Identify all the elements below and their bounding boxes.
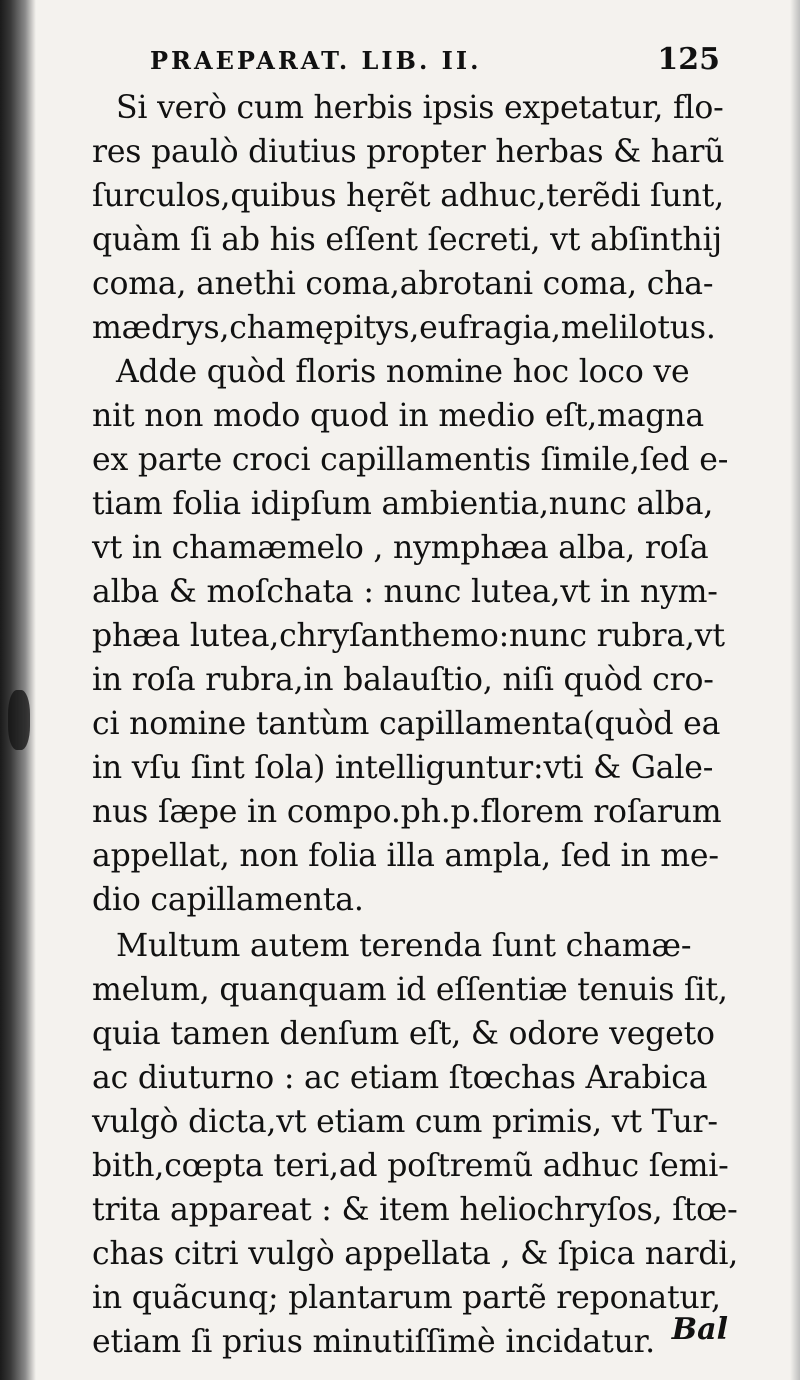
page-header bbox=[150, 40, 720, 80]
text-line: dio capillamenta. bbox=[92, 882, 364, 918]
text-line: in vſu ſint ſola) intelliguntur:vti & Gale- bbox=[92, 750, 714, 786]
text-line: res paulò diutius propter herbas & harũ bbox=[92, 134, 725, 170]
text-line: ac diuturno : ac etiam ſtœchas Arabica bbox=[92, 1060, 708, 1096]
text-line: Si verò cum herbis ipsis expetatur, flo- bbox=[116, 90, 724, 126]
text-line: tiam folia idipſum ambientia,nunc alba, bbox=[92, 486, 714, 522]
text-line: chas citri vulgò appellata , & ſpica nardi, bbox=[92, 1236, 739, 1272]
page-number: 125 bbox=[657, 42, 720, 77]
text-line: in quãcunq; plantarum partẽ reponatur, bbox=[92, 1280, 721, 1316]
text-line: phæa lutea,chryſanthemo:nunc rubra,vt bbox=[92, 618, 725, 654]
text-line: bith,cœpta teri,ad poſtremũ adhuc ſemi- bbox=[92, 1148, 729, 1184]
catchword: Bal bbox=[671, 1312, 728, 1347]
text-line: melum, quanquam id eſſentiæ tenuis ſit, bbox=[92, 972, 728, 1008]
text-line: in roſa rubra,in balauſtio, niſi quòd cro- bbox=[92, 662, 714, 698]
text-line: nit non modo quod in medio eſt,magna bbox=[92, 398, 704, 434]
text-line: vulgò dicta,vt etiam cum primis, vt Tur- bbox=[92, 1104, 718, 1140]
ink-smudge bbox=[8, 690, 30, 750]
text-line: mædrys,chamępitys,eufragia,melilotus. bbox=[92, 310, 716, 346]
body-text bbox=[92, 86, 742, 1364]
page-edge-shadow bbox=[790, 0, 800, 1380]
text-line: alba & moſchata : nunc lutea,vt in nym- bbox=[92, 574, 718, 610]
text-line: quàm ſi ab his eſſent ſecreti, vt abſinthij bbox=[92, 222, 722, 258]
text-line: vt in chamæmelo , nymphæa alba, roſa bbox=[92, 530, 709, 566]
text-line: quia tamen denſum eſt, & odore vegeto bbox=[92, 1016, 715, 1052]
text-line: etiam ſi prius minutiſſimè incidatur. bbox=[92, 1324, 655, 1360]
text-line: trita appareat : & item heliochryſos, ſtœ- bbox=[92, 1192, 738, 1228]
text-line: ci nomine tantùm capillamenta(quòd ea bbox=[92, 706, 721, 742]
text-line: ex parte croci capillamentis ſimile,ſed e- bbox=[92, 442, 729, 478]
text-line: nus ſæpe in compo.ph.p.florem roſarum bbox=[92, 794, 722, 830]
text-line: appellat, non folia illa ampla, ſed in me- bbox=[92, 838, 719, 874]
text-line: ſurculos,quibus hęrẽt adhuc,terẽdi ſunt, bbox=[92, 178, 724, 214]
running-head: PRAEPARAT. LIB. II. bbox=[150, 46, 482, 75]
text-line: Adde quòd floris nomine hoc loco ve bbox=[116, 354, 690, 390]
text-line: Multum autem terenda ſunt chamæ- bbox=[116, 928, 692, 964]
text-line: coma, anethi coma,abrotani coma, cha- bbox=[92, 266, 714, 302]
